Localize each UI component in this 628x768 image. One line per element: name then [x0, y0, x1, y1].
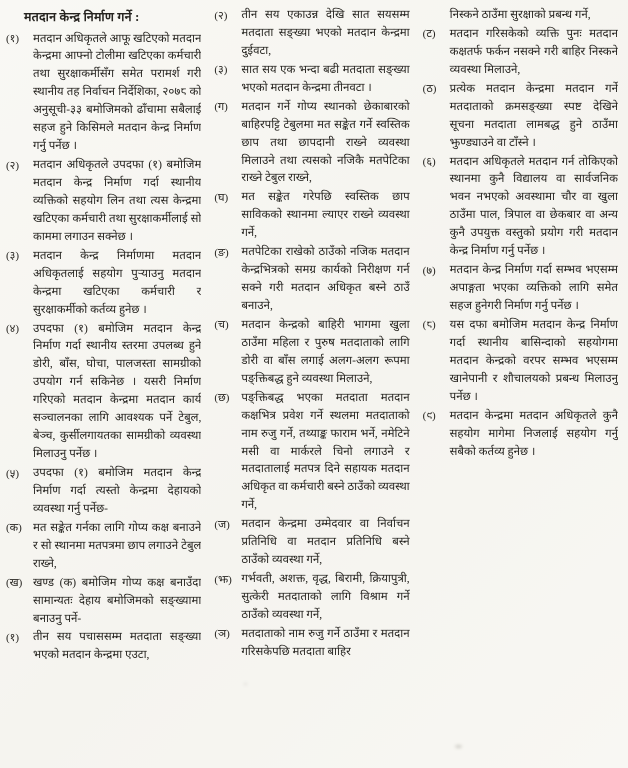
- clause-marker: (छ): [214, 392, 230, 405]
- clause-text: गर्भवती, अशक्त, वृद्ध, बिरामी, क्रियापुत्री, सुत्केरी मतदाताको लागि विश्राम गर्ने ठाउँको व्यवस्था गर्ने,: [241, 573, 410, 621]
- clause-item: [214, 244, 409, 316]
- clause-text: मतदान अधिकृतले मतदान गर्न तोकिएको स्थानमा कुनै विद्यालय वा सार्वजनिक भवन नभएको अवस्थामा चौर वा खुला ठाउँमा पाल, त्रिपाल वा छेकबार वा अन्य कुनै उपयुक्त वस्तुको प्रयोग गरी मतदान केन्द्र निर्माण गर्नु पर्नेछ ।: [449, 155, 618, 258]
- clause-text: तीन सय पचाससम्म मतदाता सङ्ख्या भएको मतदान केन्द्रमा एउटा,: [33, 631, 202, 662]
- clause-text: मत सङ्केत गरेपछि स्वस्तिक छाप साविकको स्थानमा ल्याएर राख्ने व्यवस्था गर्ने,: [241, 191, 410, 240]
- clause-marker: (८): [422, 319, 436, 332]
- clause-text: यस दफा बमोजिम मतदान केन्द्र निर्माण गर्दा स्थानीय बासिन्दाको सहयोगमा मतदान केन्द्रको वरपर सम्भव भएसम्म खानेपानी र शौचालयको प्रबन्ध मिलाउनु पर्नेछ ।: [449, 318, 618, 403]
- clause-marker: (ट): [422, 28, 436, 41]
- clause-text: तीन सय एकाउन्न देखि सात सयसम्म मतदाता सङ्ख्या भएको मतदान केन्द्रमा दुईवटा,: [241, 9, 410, 57]
- clause-text: प्रत्येक मतदान केन्द्रमा मतदान गर्ने मतदाताको क्रमसङ्ख्या स्पष्ट देखिने सूचना मतदाता लामबद्ध हुने ठाउँमा झुण्ड्याउने वा टाँस्ने ।: [449, 82, 618, 149]
- clause-item: [214, 317, 409, 389]
- clause-item: [214, 189, 409, 243]
- clause-item: [423, 7, 618, 25]
- clause-text: मतदान केन्द्र निर्माण गर्दा सम्भव भएसम्म अपाङ्गता भएका व्यक्तिको लागि समेत सहज हुनेगरी निर्माण गर्नु पर्नेछ ।: [449, 264, 618, 312]
- clause-text: मतदान केन्द्रमा मतदान अधिकृतले कुनै सहयोग मागेमा निजलाई सहयोग गर्नु सबैको कर्तव्य हुनेछ ।: [449, 409, 618, 458]
- clause-text: मतदान केन्द्रको बाहिरी भागमा खुला ठाउँमा महिला र पुरुष मतदाताको लागि डोरी वा बाँस लगाई अलग-अलग रूपमा पङ्क्तिबद्ध हुने व्यवस्था मिलाउने,: [241, 318, 410, 385]
- clause-item: [423, 317, 618, 407]
- clause-text: मतदान गरिसकेको व्यक्ति पुनः मतदान कक्षतर्फ फर्कन नसक्ने गरी बाहिर निस्कने व्यवस्था मिलाउने,: [449, 27, 618, 76]
- clause-marker: (ख): [6, 577, 23, 590]
- clause-item: [423, 26, 618, 80]
- clause-item: [423, 81, 618, 153]
- clause-marker: (च): [214, 319, 229, 332]
- clause-marker: (७): [422, 264, 436, 277]
- clause-marker: (ग): [214, 101, 228, 114]
- clause-item: [423, 154, 618, 262]
- clause-item: [214, 7, 409, 61]
- clause-text: मतदान अधिकृतले उपदफा (१) बमोजिम मतदान केन्द्र निर्माण गर्दा स्थानीय व्यक्तिको सहयोग लिन तथा त्यस केन्द्रमा खटिएका कर्मचारी तथा सुरक्षाकर्मीलाई सो काममा लगाउन सक्नेछ ।: [33, 159, 202, 243]
- clause-item: [423, 408, 618, 462]
- text-column-1: [6, 7, 201, 762]
- clause-marker: (३): [6, 250, 20, 263]
- clause-text: पङ्क्तिबद्ध भएका मतदाता मतदान कक्षभित्र प्रवेश गर्ने स्थलमा मतदाताको नाम रुजु गर्ने, तथ्याङ्क फाराम भर्ने, नमेटिने मसी वा मार्करले चिनो लगाउने र मतदातालाई मतपत्र दिने सहायक मतदान अधिकृत वा कर्मचारी बस्ने ठाउँको व्यवस्था गर्ने,: [241, 391, 410, 512]
- clause-text: मतदान केन्द्रमा उम्मेदवार वा निर्वाचन प्रतिनिधि वा मतदान प्रतिनिधि बस्ने ठाउँको व्यवस्था गर्ने,: [241, 518, 410, 567]
- clause-item: [214, 62, 409, 98]
- clause-marker: (ङ): [214, 246, 229, 259]
- clause-item: [6, 31, 201, 157]
- clause-text: मतदान गर्ने गोप्य स्थानको छेकाबारको बाहिरपट्टि टेबुलमा मत सङ्केत गर्ने स्वस्तिक छाप तथा छापदानी राख्ने व्यवस्था मिलाउने तथा त्यसको नजिकै मतपेटिका राख्ने टेबुल राख्ने,: [241, 100, 410, 185]
- clause-marker: (१): [6, 33, 20, 45]
- clause-marker: (५): [6, 467, 20, 480]
- clause-item: [214, 571, 409, 625]
- clause-text: मत सङ्केत गर्नका लागि गोप्य कक्ष बनाउने र सो स्थानमा मतपत्रमा छाप लगाउने टेबुल राख्ने,: [33, 521, 202, 570]
- clause-item: [6, 575, 201, 629]
- clause-text: मतदान केन्द्र निर्माणमा मतदान अधिकृतलाई सहयोग पुर्‍याउनु मतदान केन्द्रमा खटिएका कर्मचारी र सुरक्षाकर्मीको कर्तव्य हुनेछ ।: [33, 249, 202, 316]
- text-column-3: [423, 7, 618, 762]
- clause-text: निस्कने ठाउँमा सुरक्षाको प्रबन्ध गर्ने,: [449, 9, 591, 21]
- clause-text: मतदान अधिकृतले आफू खटिएको मतदान केन्द्रमा आफ्नो टोलीमा खटिएका कर्मचारी तथा सुरक्षाकर्मीसँग समेत परामर्श गरी स्थानीय तह निर्वाचन निर्देशिका, २०७८ को अनुसूची-३३ बमोजिमको ढाँचामा सबैलाई सहज हुने किसिमले मतदान केन्द्र निर्माण गर्नु पर्नेछ ।: [33, 32, 202, 153]
- clause-marker: (४): [6, 323, 20, 335]
- scan-smudge: [244, 683, 247, 685]
- clause-marker: [423, 7, 450, 8]
- document-title: मतदान केन्द्र निर्माण गर्ने :: [24, 10, 140, 24]
- clause-marker: (६): [422, 156, 436, 168]
- clause-text: मतदाताको नाम रुजु गर्ने ठाउँमा र मतदान गरिसकेपछि मतदाता बाहिर: [241, 627, 410, 658]
- clause-item: [6, 321, 201, 465]
- clause-text: खण्ड (क) बमोजिम गोप्य कक्ष बनाउँदा सामान्यतः देहाय बमोजिमको सङ्ख्यामा बनाउनु पर्ने-: [33, 576, 202, 625]
- clause-text: उपदफा (१) बमोजिम मतदान केन्द्र निर्माण गर्दा त्यस्तो केन्द्रमा देहायको व्यवस्था गर्नु पर्नेछ-: [33, 467, 202, 515]
- clause-marker: (ठ): [422, 83, 437, 96]
- clause-item: [214, 390, 409, 516]
- clause-marker: (२): [214, 9, 228, 22]
- clause-item: [6, 157, 201, 247]
- clause-marker: (ज): [214, 518, 230, 531]
- clause-marker: (२): [6, 159, 20, 172]
- clause-marker: (९): [422, 410, 436, 423]
- clause-marker: (१): [6, 631, 20, 644]
- clause-item: [214, 99, 409, 189]
- clause-marker: (घ): [214, 191, 229, 204]
- clause-item: [6, 520, 201, 574]
- scan-smudge: [455, 745, 462, 748]
- text-column-2: [214, 7, 409, 762]
- clause-text: उपदफा (१) बमोजिम मतदान केन्द्र निर्माण गर्दा स्थानीय स्तरमा उपलब्ध हुने डोरी, बाँस, घोचा, पालजस्ता सामग्रीको उपयोग गर्न सकिनेछ । यसरी निर्माण गरिएको मतदान केन्द्रमा मतदान कार्य सञ्चालनका लागि आवश्यक पर्ने टेबुल, बेञ्च, कुर्सीलगायतका सामग्रीको व्यवस्था मिलाउनु पर्नेछ ।: [33, 322, 202, 461]
- clause-marker: (३): [214, 64, 228, 77]
- clause-item: [214, 626, 409, 662]
- clause-text: मतपेटिका राखेको ठाउँको नजिक मतदान केन्द्रभित्रको समग्र कार्यको निरीक्षण गर्न सक्ने गरी मतदान अधिकृत बस्ने ठाउँ बनाउने,: [241, 246, 410, 312]
- clause-item: [6, 629, 201, 665]
- clause-item: [423, 262, 618, 316]
- clause-text: सात सय एक भन्दा बढी मतदाता सङ्ख्या भएको मतदान केन्द्रमा तीनवटा ।: [241, 63, 410, 94]
- columns: [6, 7, 618, 762]
- clause-item: [214, 516, 409, 570]
- clause-marker: (ञ): [214, 628, 230, 641]
- clause-item: [6, 248, 201, 320]
- clause-marker: (क): [6, 522, 22, 535]
- clause-marker: (झ): [214, 573, 232, 586]
- clause-item: [6, 465, 201, 519]
